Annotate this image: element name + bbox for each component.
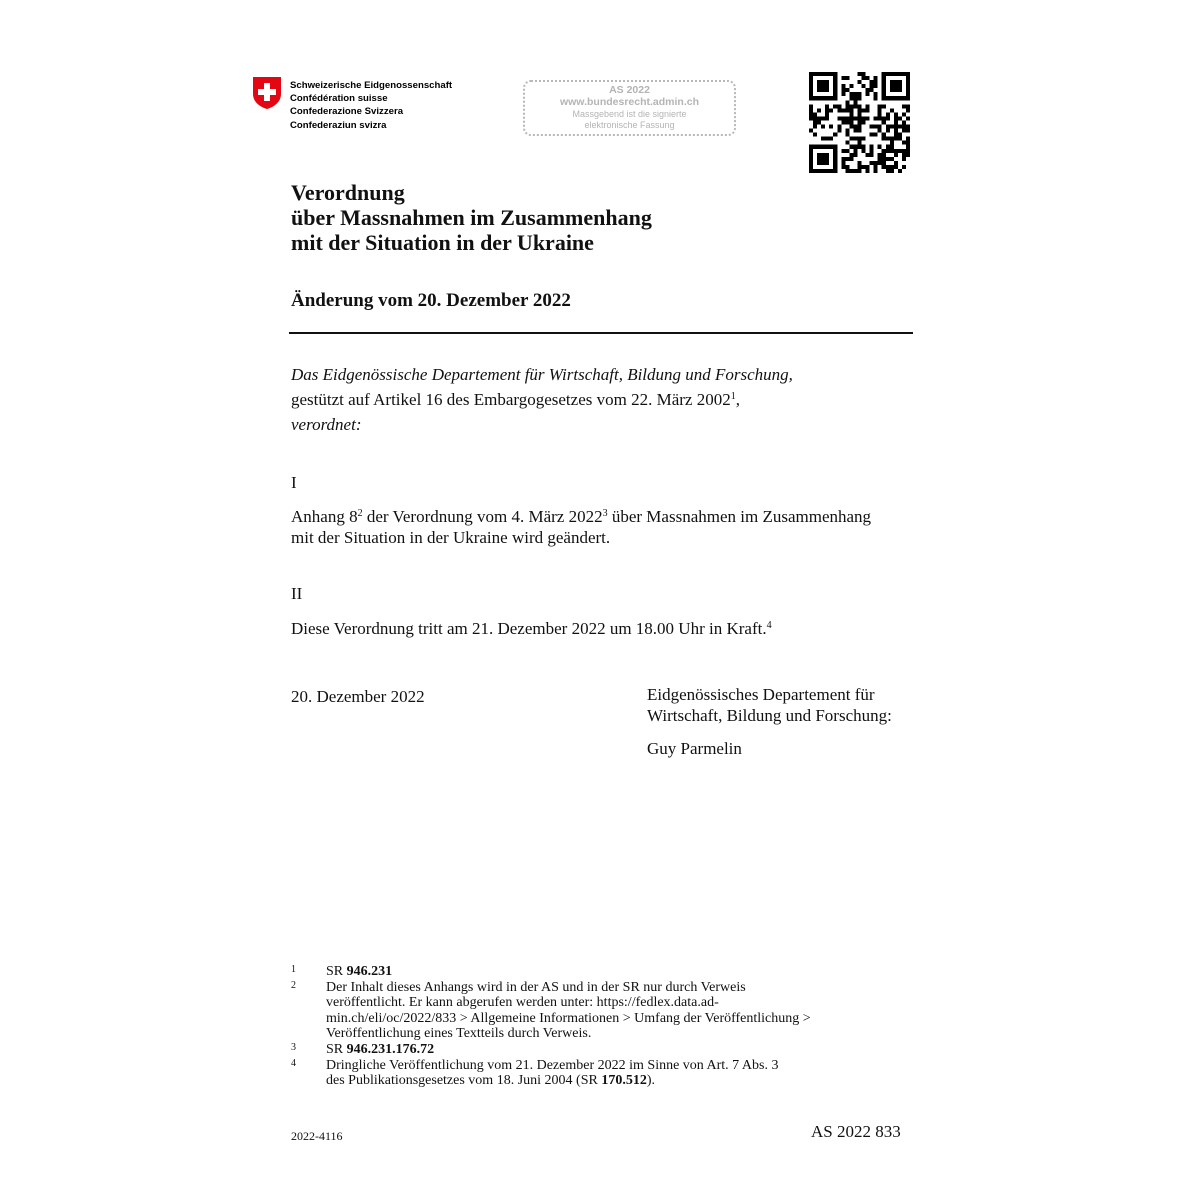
footnote-line-bold: 946.231 — [346, 964, 393, 979]
stamp-note-2: elektronische Fassung — [584, 120, 675, 130]
section-heading-i: I — [291, 473, 297, 492]
footnote-line-pre: veröffentlicht. Er kann abgerufen werden unter: https://fedlex.data.ad- — [326, 995, 719, 1011]
preamble-basis-text: gestützt auf Artikel 16 des Embargogesetzes vom 22. März 2002 — [291, 390, 731, 409]
footnote-line-pre: des Publikationsgesetzes vom 18. Juni 2004 (SR — [326, 1073, 602, 1089]
footnote-line-pre: min.ch/eli/oc/2022/833 > Allgemeine Informationen > Umfang der Veröffentlichung > — [326, 1010, 811, 1026]
admin-name-it: Confederazione Svizzera — [290, 106, 404, 118]
footnote-number: 1 — [291, 964, 296, 975]
preamble-basis-end: , — [735, 390, 740, 409]
preamble-basis — [291, 387, 793, 412]
administration-names — [290, 79, 452, 132]
section-ii-text — [291, 616, 772, 641]
footnote-line-post: ). — [646, 1073, 655, 1089]
title-line: mit der Situation in der Ukraine — [291, 230, 594, 255]
footnote — [291, 980, 911, 1042]
footnote-line-pre: Dringliche Veröffentlichung vom 21. Dezember 2022 im Sinne von Art. 7 Abs. 3 — [326, 1057, 779, 1073]
footnote-line-pre: SR — [326, 1041, 347, 1057]
preamble-authority: Das Eidgenössische Departement für Wirtschaft, Bildung und Forschung, — [291, 365, 793, 384]
footnotes — [291, 964, 911, 1089]
section-i-part: Anhang 8 — [291, 507, 358, 526]
signer-org-line: Wirtschaft, Bildung und Forschung: — [647, 706, 892, 725]
footnote-ref: 2 — [357, 508, 363, 519]
footnote-ref: 4 — [766, 620, 772, 631]
page-reference: AS 2022 833 — [811, 1122, 901, 1141]
admin-name-rm: Confederaziun svizra — [290, 119, 387, 131]
footnote-text — [326, 964, 911, 980]
footnote-line-bold: 946.231.176.72 — [346, 1041, 435, 1057]
signer-organization — [647, 684, 892, 726]
signature-date: 20. Dezember 2022 — [291, 687, 425, 706]
document-title — [291, 180, 652, 255]
footnote-line — [326, 980, 911, 996]
footnote-line — [326, 995, 911, 1011]
footnote-line — [326, 1058, 911, 1074]
footnote-text — [326, 1058, 911, 1089]
footnote-ref: 1 — [730, 391, 736, 402]
stamp-collection: AS 2022 — [609, 84, 650, 96]
section-i-part: der Verordnung vom 4. März 2022 — [362, 507, 603, 526]
footnote-text — [326, 980, 911, 1042]
footnote-line-pre: Veröffentlichung eines Textteils durch Verweis. — [326, 1026, 592, 1042]
section-i-line-2: mit der Situation in der Ukraine wird geändert. — [291, 528, 611, 547]
section-i-line-1 — [291, 506, 871, 527]
footnote-line-pre: Der Inhalt dieses Anhangs wird in der AS und in der SR nur durch Verweis — [326, 979, 746, 995]
footnote-line — [326, 1026, 911, 1042]
title-line: über Massnahmen im Zusammenhang — [291, 205, 652, 230]
footnote-line-pre: SR — [326, 964, 347, 979]
footnote-line — [326, 1073, 911, 1089]
footnote — [291, 1042, 911, 1058]
footnote-text — [326, 1042, 911, 1058]
qr-code-icon — [809, 72, 910, 173]
section-heading-ii: II — [291, 584, 303, 603]
footnote-number: 3 — [291, 1041, 296, 1053]
title-divider — [289, 332, 913, 334]
footnote-line — [326, 964, 911, 980]
publication-stamp — [523, 80, 736, 136]
footnote-number: 4 — [291, 1057, 296, 1069]
signer-name: Guy Parmelin — [647, 739, 742, 758]
preamble — [291, 362, 793, 437]
amendment-date-heading: Änderung vom 20. Dezember 2022 — [291, 290, 571, 311]
section-i-text — [291, 506, 871, 548]
swiss-cross-flag-icon — [252, 76, 282, 110]
title-line: Verordnung — [291, 180, 405, 205]
footnote-line — [326, 1011, 911, 1027]
footnote-line — [326, 1042, 911, 1058]
signer-org-line: Eidgenössisches Departement für — [647, 685, 875, 704]
preamble-decrees: verordnet: — [291, 415, 362, 434]
admin-name-fr: Confédération suisse — [290, 93, 388, 105]
stamp-url: www.bundesrecht.admin.ch — [559, 96, 700, 108]
admin-name-de: Schweizerische Eidgenossenschaft — [290, 80, 453, 91]
stamp-note-1: Massgebend ist die signierte — [572, 109, 687, 119]
footnote-line-bold: 170.512 — [601, 1073, 647, 1089]
footnote — [291, 964, 911, 980]
document-number: 2022-4116 — [291, 1129, 343, 1143]
footnote-number: 2 — [291, 979, 296, 991]
entry-into-force-text: Diese Verordnung tritt am 21. Dezember 2022 um 18.00 Uhr in Kraft. — [291, 619, 767, 638]
footnote — [291, 1058, 911, 1089]
footnote-ref: 3 — [602, 508, 608, 519]
section-i-part: über Massnahmen im Zusammenhang — [607, 507, 872, 526]
